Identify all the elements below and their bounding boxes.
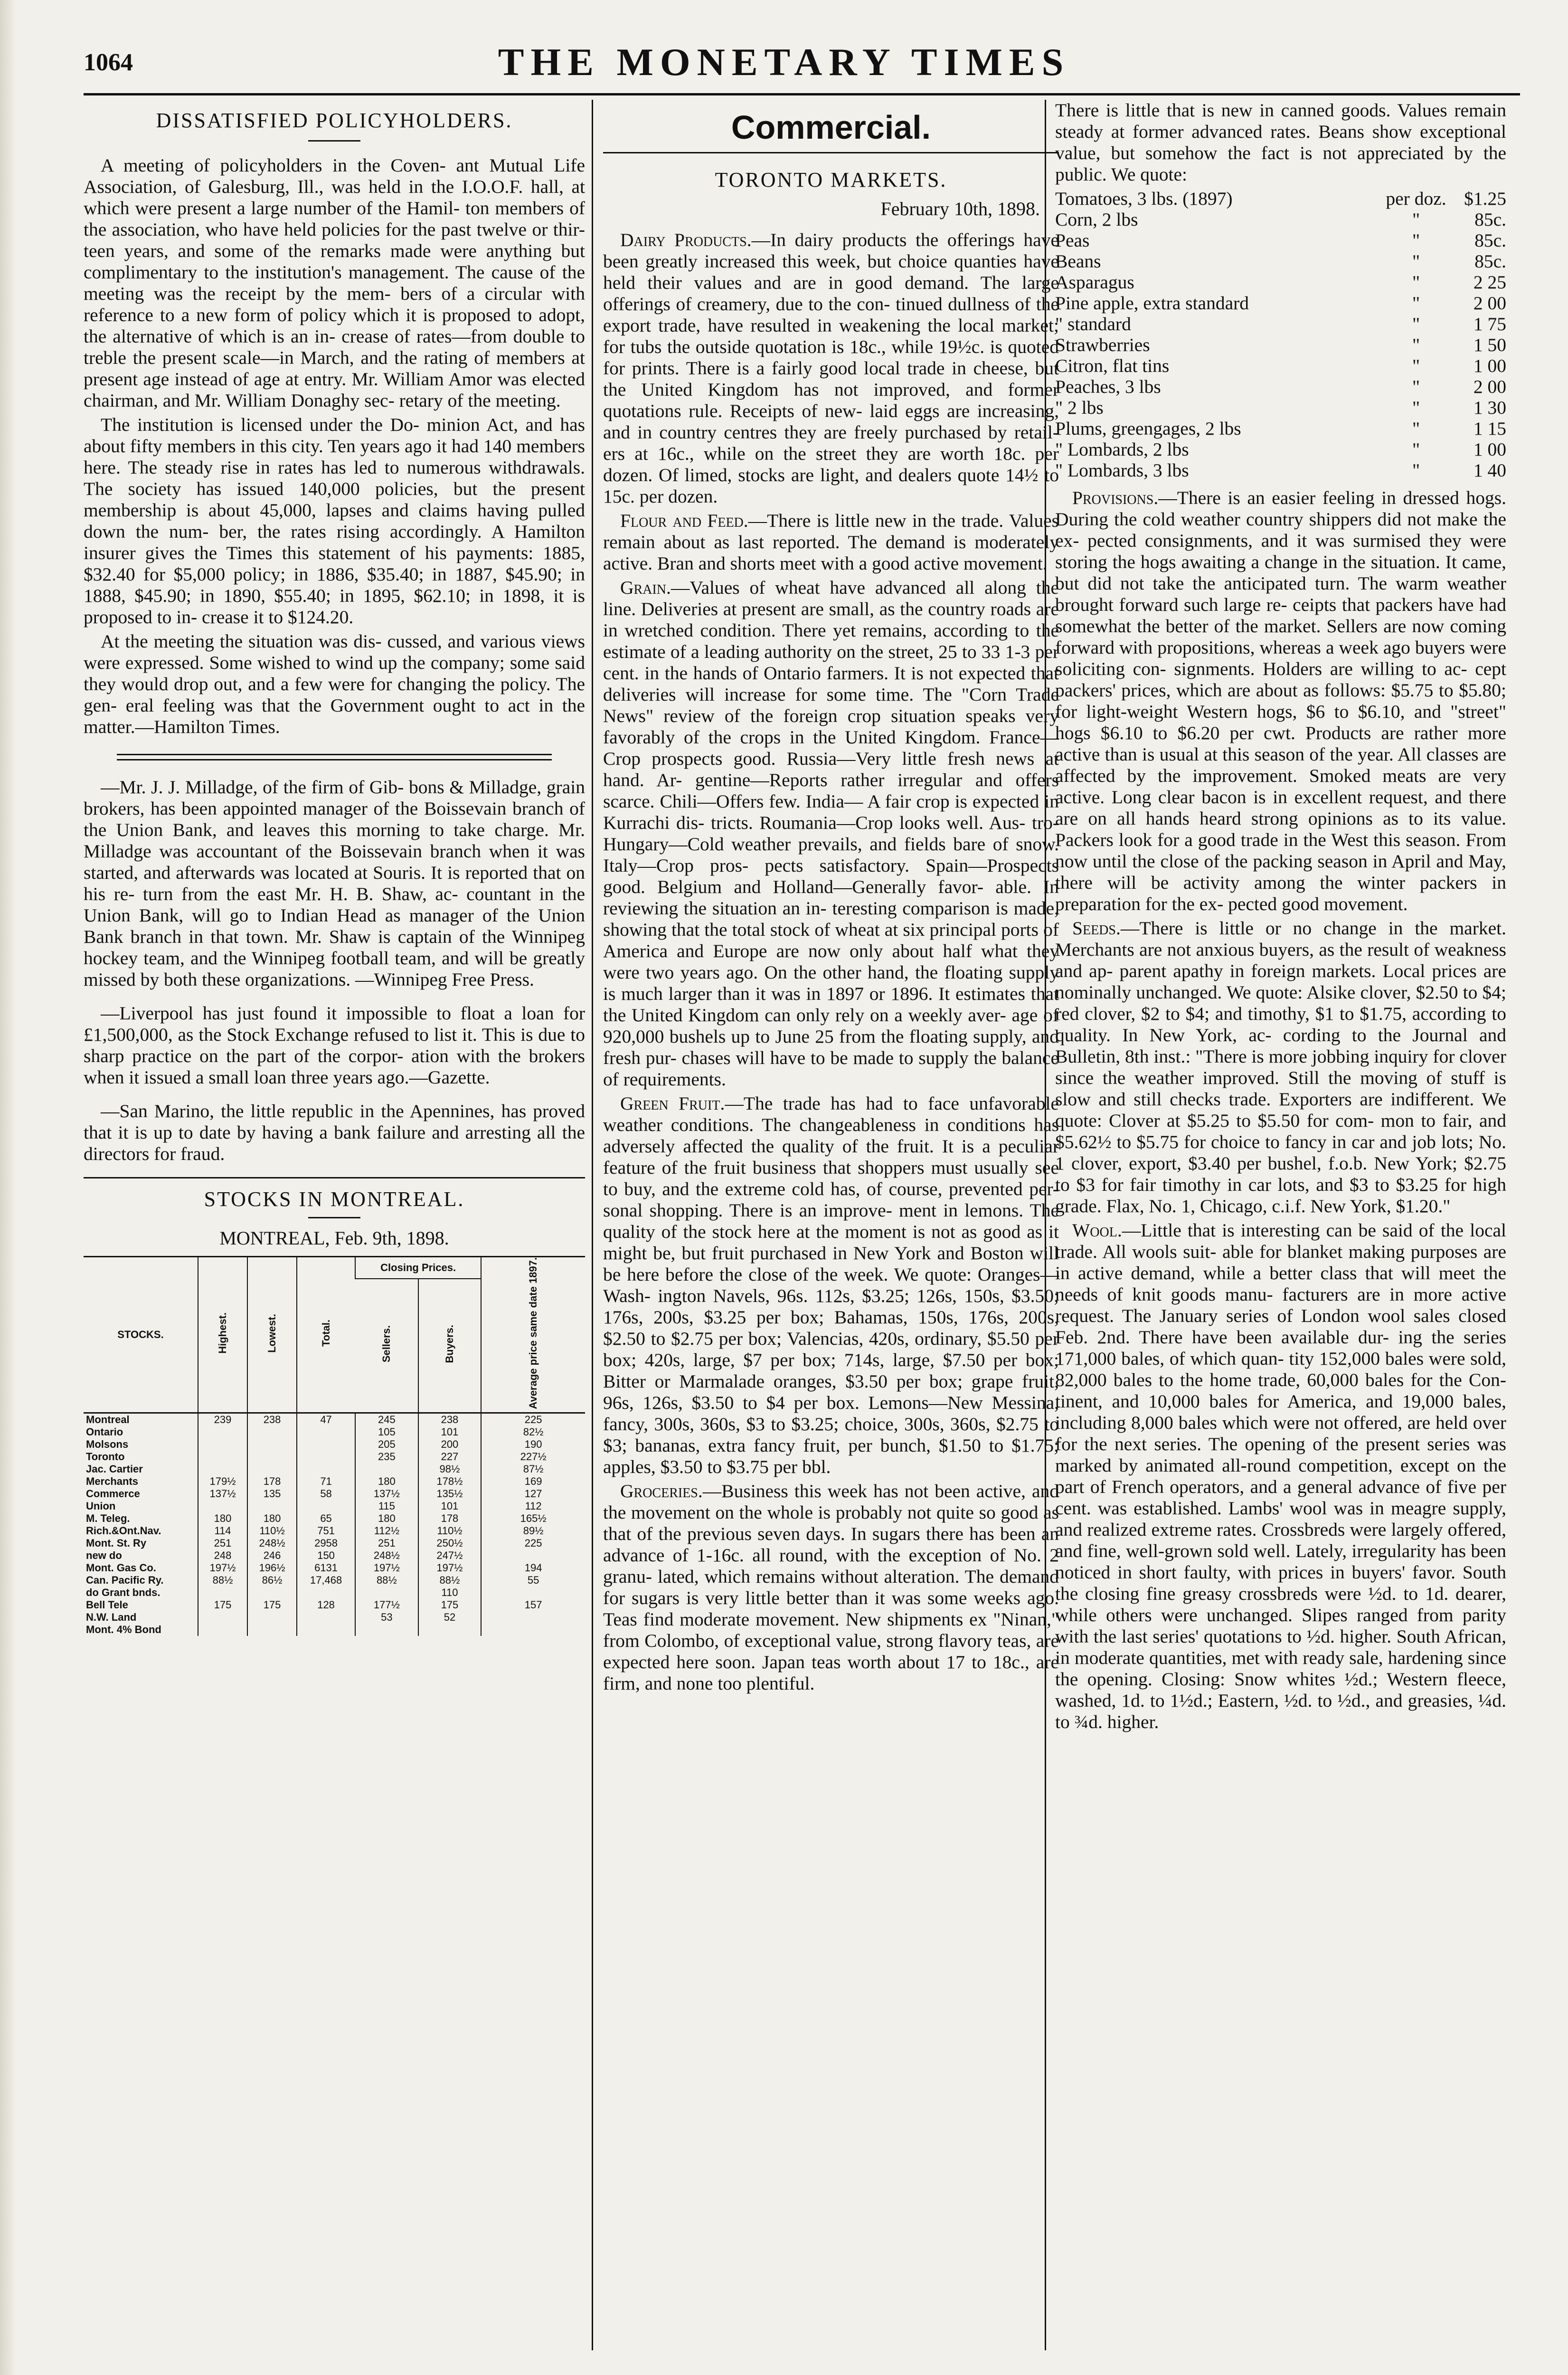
stock-value: 101 — [418, 1426, 482, 1438]
stock-value: 71 — [297, 1475, 355, 1488]
paragraph-text: —There is an easier feeling in dressed hogs. During the cold weather country shippers did not make the ex- pected consignments, and it was surmised they were storing the hogs awaiting a change in the situation. It came, but did not take the anticipated turn. The warm weather brought forward such large re- ceipts that packers have had somewhat the better of the market. Sellers are now coming forward with propositions, whereas a week ago buyers were soliciting con- signments. Holders are willing to ac- cept packers' prices, which are about as follows: $5.75 to $5.80; for light-weight Western hogs, $6 to $6.10, and "street" hogs $6.10 to $6.20 per cwt. Products are rather more active than is usual at this season of the year. All classes are affected by the improvement. Smoked meats are very active. Long clear bacon is in excellent request, and there are on all hands heard strong opinions as to its value. Packers look for a good trade in the West this season. From now until the close of the packing season in April and May, there will be activity among the winter packers in preparation for the ex- pected good movement. — [1055, 487, 1506, 914]
table-row — [84, 1537, 585, 1549]
stock-value: 197½ — [198, 1562, 247, 1574]
th-stocks: STOCKS. — [117, 1328, 164, 1340]
market-paragraph — [603, 229, 1059, 507]
table-row — [84, 1525, 585, 1537]
paragraph-lead: Wool. — [1072, 1220, 1122, 1241]
stock-value — [247, 1438, 297, 1451]
paragraph-lead: Green Fruit. — [620, 1093, 725, 1114]
stock-value: 178 — [418, 1512, 482, 1525]
stock-value: 98½ — [418, 1463, 482, 1475]
stock-value — [297, 1611, 355, 1624]
price-unit: " — [1412, 397, 1420, 418]
paragraph-lead: Provisions. — [1072, 487, 1159, 508]
article-dateline: February 10th, 1898. — [880, 198, 1040, 219]
stock-value: 82½ — [481, 1426, 585, 1438]
th-total: Total. — [297, 1257, 355, 1413]
stock-value: 235 — [355, 1451, 418, 1463]
stock-value: 112½ — [355, 1525, 418, 1537]
stock-value: 227½ — [481, 1451, 585, 1463]
stock-value — [481, 1624, 585, 1636]
stock-value: 245 — [355, 1413, 418, 1426]
price-unit: " — [1412, 418, 1420, 439]
stock-value: 101 — [418, 1500, 482, 1512]
stock-value: 135 — [247, 1488, 297, 1500]
price-row — [1055, 209, 1506, 230]
stock-name: Merchants — [86, 1475, 139, 1487]
th-buyers: Buyers. — [418, 1279, 482, 1413]
price-unit: " — [1412, 251, 1420, 272]
price-value: $1.25 — [1464, 188, 1506, 209]
stock-value — [198, 1586, 247, 1599]
stock-value: 65 — [297, 1512, 355, 1525]
stocks-title: STOCKS IN MONTREAL. — [204, 1188, 465, 1211]
price-unit: " — [1412, 355, 1420, 376]
stock-value: 178½ — [418, 1475, 482, 1488]
th-lowest: Lowest. — [247, 1257, 297, 1413]
paragraph-text: —The trade has had to face unfavorable weather conditions. The changeableness in conditions has adversely affected the quality of the fruit. It is a peculiar feature of the fruit business that shoppers must usually see to buy, and the extreme cold has, of course, prevented per- sonal shopping. There is an improve- ment in lemons. The quality of the stock here at the moment is not as good as it might be, but fruit purchased in New York and Boston will be here before the close of the week. We quote: Oranges—Wash- ington Navels, 96s. 112s, $3.25; 126s, 150s, $3.50; 176s, 200s, $3.25 per box; Bahamas, 150s, 176s, 200s, $2.50 to $2.75 per box; Valencias, 420s, ordinary, $5.50 per box; 420s, large, $7 per box; 714s, large, $7.50 per box; Bitter or Marmalade oranges, $3.50 per box; grape fruit, 96s, 126s, $3.50 to $4 per box. Lemons—New Messina, fancy, 300s, 360s, $3 to $3.25; choice, 300s, 360s, $2.75 to $3; bananas, extra fancy fruit, per bunch, $1.50 to $1.75; apples, $3.50 to $3.75 per bbl. — [603, 1093, 1059, 1477]
market-paragraph — [1055, 1220, 1506, 1733]
stock-value: 177½ — [355, 1599, 418, 1611]
price-value: 2 00 — [1473, 293, 1506, 314]
price-item: Peas — [1055, 230, 1090, 251]
article-body — [603, 229, 1059, 1694]
stock-value: 135½ — [418, 1488, 482, 1500]
stocks-table-body — [84, 1413, 585, 1636]
news-notes — [84, 777, 585, 1165]
binding-edge — [0, 0, 16, 2375]
stock-value: 175 — [247, 1599, 297, 1611]
price-item: " Lombards, 2 lbs — [1055, 439, 1189, 460]
stock-value — [297, 1500, 355, 1512]
stock-value — [247, 1611, 297, 1624]
market-paragraph — [603, 510, 1059, 574]
stock-value: 165½ — [481, 1512, 585, 1525]
price-row — [1055, 376, 1506, 397]
price-unit: " — [1412, 376, 1420, 397]
table-row — [84, 1451, 585, 1463]
table-row — [84, 1574, 585, 1586]
price-row — [1055, 314, 1506, 334]
th-sellers: Sellers. — [380, 1325, 392, 1363]
stock-value: 247½ — [418, 1549, 482, 1562]
th-highest: Highest. — [198, 1257, 247, 1413]
table-row — [84, 1438, 585, 1451]
stock-name: Jac. Cartier — [86, 1463, 143, 1475]
stocks-dateline: MONTREAL, Feb. 9th, 1898. — [219, 1227, 449, 1249]
market-paragraph — [603, 1093, 1059, 1478]
stock-value — [247, 1451, 297, 1463]
price-value: 2 00 — [1473, 376, 1506, 397]
stock-value — [418, 1624, 482, 1636]
stock-value: 175 — [418, 1599, 482, 1611]
price-row — [1055, 439, 1506, 460]
column-1 — [84, 100, 585, 2350]
stock-value: 248 — [198, 1549, 247, 1562]
stock-value: 180 — [198, 1512, 247, 1525]
stock-value — [198, 1426, 247, 1438]
stocks-table — [84, 1256, 585, 1636]
th-closing: Closing Prices. — [355, 1257, 481, 1279]
table-row — [84, 1413, 585, 1426]
stock-value — [247, 1426, 297, 1438]
article-paragraph: At the meeting the situation was dis- cussed, and various views were expressed. Some wished to wind up the company; some said they would drop out, and a few were for changing the policy. The gen- eral feeling was that the Government ought to act in the matter.—Hamilton Times. — [84, 631, 585, 737]
stock-value — [247, 1500, 297, 1512]
price-value: 85c. — [1474, 209, 1506, 230]
header-rule — [84, 93, 1520, 95]
column-3 — [1055, 100, 1506, 2350]
price-item: " standard — [1055, 314, 1131, 334]
stock-name: N.W. Land — [86, 1611, 137, 1623]
price-unit: " — [1412, 314, 1420, 334]
article-title: TORONTO MARKETS. — [715, 168, 947, 191]
market-paragraph — [603, 577, 1059, 1090]
stock-value — [198, 1624, 247, 1636]
stock-value: 110½ — [247, 1525, 297, 1537]
stock-value: 239 — [198, 1413, 247, 1426]
price-item: " 2 lbs — [1055, 397, 1104, 418]
price-value: 85c. — [1474, 251, 1506, 272]
stock-value: 175 — [198, 1599, 247, 1611]
table-row — [84, 1512, 585, 1525]
stock-value: 115 — [355, 1500, 418, 1512]
stock-value — [297, 1426, 355, 1438]
title-rule — [308, 1217, 360, 1218]
stock-value — [247, 1463, 297, 1475]
price-row — [1055, 230, 1506, 251]
paragraph-text: —Little that is interesting can be said of the local trade. All wools suit- able for blanket making purposes are in active demand, while a better class that will meet the needs of knit goods manu- facturers are in more active request. The January series of London wool sales closed Feb. 2nd. There have been available dur- ing the series 171,000 bales, of which quan- tity 152,000 bales were sold, 82,000 bales to the home trade, 60,000 bales for the Con- tinent, and 10,000 bales for America, and 19,000 bales, including 8,000 bales which were not offered, are held over for the next series. The opening of the present series was marked by animated all-round competition, except on the part of French operators, and a general advance of five per cent. was established. Lambs' wool was in meagre supply, and realized extreme rates. Crossbreds were largely offered, and fine, well-grown sold well. Lately, irregularity has been noticed in short faulty, with prices in buyers' favor. South the closing fine greasy crossbreds were ½d. to 1d. dearer, while others were unchanged. Slipes ranged from parity with the last series' quotations to ½d. higher. South African, in moderate quantities, met with ready sale, hardening since the opening. Closing: Snow whites ½d.; Western fleece, washed, 1d. to 1½d.; Eastern, ½d. to ½d., and greasies, ¼d. to ¾d. higher. — [1055, 1220, 1506, 1732]
stock-name: new do — [86, 1549, 122, 1561]
stock-value — [297, 1451, 355, 1463]
price-row — [1055, 251, 1506, 272]
article-title: DISSATISFIED POLICYHOLDERS. — [156, 109, 513, 132]
stock-value: 88½ — [198, 1574, 247, 1586]
table-row — [84, 1586, 585, 1599]
paragraph-lead: Groceries. — [620, 1481, 703, 1501]
canned-goods-price-list — [1055, 188, 1506, 481]
paragraph-text: —In dairy products the offerings have been greatly increased this week, but choice quanties have held their values and are in good demand. The large offerings of creamery, due to the con- tinued dullness of the export trade, have resulted in weakening the local market; for tubs the outside quotation is 18c., while 19½c. is quoted for prints. There is a fairly good local trade in cheese, but the United Kingdom has not improved, and former quotations rule. Receipts of new- laid eggs are increasing, and in country centres they are freely purchased by retail- ers at 16c., while on the street they are worth 18c. per dozen. Of limed, stocks are light, and dealers quote 14½ to 15c. per dozen. — [603, 229, 1059, 507]
stock-value: 150 — [297, 1549, 355, 1562]
stock-name: Bell Tele — [86, 1598, 128, 1611]
price-unit: " — [1412, 272, 1420, 293]
stock-value — [297, 1438, 355, 1451]
news-note: —San Marino, the little republic in the Apennines, has proved that it is up to date by having a bank failure and arresting all the directors for fraud. — [84, 1101, 585, 1164]
stock-value: 179½ — [198, 1475, 247, 1488]
stock-value: 55 — [481, 1574, 585, 1586]
paragraph-text: —Values of wheat have advanced all along the line. Deliveries at present are small, as the country roads are in wretched condition. There yet remains, according to the estimate of a leading authority on the street, 25 to 33 1-3 per cent. in the hands of Ontario farmers. It is not expected that deliveries will increase for some time. The "Corn Trade News" review of the foreign crop situation speaks very favorably of the crops in the United Kingdom. France—Crop prospects good. Russia—Very little fresh news at hand. Ar- gentine—Reports rather irregular and offers scarce. Chili—Offers few. India— A fair crop is expected in Kurrachi dis- tricts. Roumania—Crop looks well. Aus- tro-Hungary—Cold weather prevails, and fields bare of snow. Italy—Crop pros- pects satisfactory. Spain—Prospects good. Belgium and Holland—Generally favor- able. In reviewing the situation an in- teresting comparison is made, showing that the total stock of wheat at six principal ports of America and Europe are now only about half what they were two years ago. On the other hand, the floating supply is much larger than it was in 1897 or 1896. It estimates that the United Kingdom can only rely on a weekly aver- age of 920,000 bushels up to June 25 from the floating supply, and fresh pur- chases will have to be made to supply the balance of requirements. — [603, 577, 1059, 1090]
stock-value: 197½ — [418, 1562, 482, 1574]
market-paragraph — [1055, 918, 1506, 1217]
section-rule — [84, 1177, 585, 1178]
stock-value: 238 — [418, 1413, 482, 1426]
stock-value: 47 — [297, 1413, 355, 1426]
price-item: Corn, 2 lbs — [1055, 209, 1138, 230]
stock-value — [247, 1586, 297, 1599]
stock-value: 157 — [481, 1599, 585, 1611]
stock-value: 87½ — [481, 1463, 585, 1475]
price-unit: per doz. — [1386, 188, 1446, 209]
stock-value: 180 — [355, 1475, 418, 1488]
price-value: 1 00 — [1473, 439, 1506, 460]
stock-value: 248½ — [247, 1537, 297, 1549]
stock-value — [355, 1624, 418, 1636]
paragraph-lead: Grain. — [620, 577, 671, 598]
stock-value — [198, 1463, 247, 1475]
stock-value: 250½ — [418, 1537, 482, 1549]
stock-value — [481, 1549, 585, 1562]
news-note: —Liverpool has just found it impossible to float a loan for £1,500,000, as the Stock Exchange refused to list it. This is due to sharp practice on the part of the corpor- ation with the brokers when it issued a small loan three years ago.—Gazette. — [84, 1003, 585, 1088]
article-paragraph: A meeting of policyholders in the Coven- ant Mutual Life Association, of Galesburg, Ill., was held in the I.O.O.F. hall, at which were present a large number of the Hamil- ton members of the association, who have held policies for the past twelve or thir- teen years, and some of the remarks made were anything but complimentary to the institution's management. The cause of the meeting was the receipt by the mem- bers of a circular with reference to a new form of policy which it is proposed to adopt, the alternative of which is an in- crease of rates—from double to treble the present scale—in March, and the rating of members at present age instead of age at entry. Mr. William Amor was elected chairman, and Mr. William Donaghy sec- retary of the meeting. — [84, 155, 585, 411]
stock-value: 53 — [355, 1611, 418, 1624]
stock-value — [247, 1624, 297, 1636]
table-row — [84, 1475, 585, 1488]
price-item: Tomatoes, 3 lbs. (1897) — [1055, 188, 1233, 209]
section-double-rule — [117, 754, 552, 760]
price-value: 1 15 — [1473, 418, 1506, 439]
price-value: 1 75 — [1473, 314, 1506, 334]
stock-value: 200 — [418, 1438, 482, 1451]
stock-value: 128 — [297, 1599, 355, 1611]
table-row — [84, 1426, 585, 1438]
price-value: 1 40 — [1473, 460, 1506, 481]
price-item: Citron, flat tins — [1055, 355, 1170, 376]
stock-value: 194 — [481, 1562, 585, 1574]
article-paragraph: The institution is licensed under the Do- minion Act, and has about fifty members in this city. Ten years ago it had 140 members here. The steady rise in rates has led to numerous withdrawals. The society has issued 140,000 policies, but the present membership is about 45,000, lapses and claims having pulled down the num- ber, the rates rising accordingly. A Hamilton insurer gives the Times this statement of his payments: 1885, $32.40 for $5,000 policy; in 1886, $35.40; in 1887, $45.90; in 1888, $45.90; in 1890, $55.40; in 1895, $62.10; in 1898, it is proposed to in- crease it to $124.20. — [84, 414, 585, 627]
th-average: Average price same date 1897. — [481, 1257, 585, 1413]
paragraph-lead: Flour and Feed. — [620, 510, 748, 531]
stock-value — [198, 1611, 247, 1624]
price-value: 85c. — [1474, 230, 1506, 251]
stock-value — [355, 1586, 418, 1599]
stock-value — [481, 1586, 585, 1599]
table-row — [84, 1500, 585, 1512]
stock-value: 137½ — [355, 1488, 418, 1500]
stock-value: 246 — [247, 1549, 297, 1562]
stock-value — [297, 1463, 355, 1475]
stock-name: Ontario — [86, 1425, 123, 1438]
stock-value — [198, 1438, 247, 1451]
price-value: 1 30 — [1473, 397, 1506, 418]
price-unit: " — [1412, 230, 1420, 251]
stock-value: 6131 — [297, 1562, 355, 1574]
section-rule — [603, 152, 1059, 153]
stock-value: 169 — [481, 1475, 585, 1488]
stock-name: Union — [86, 1500, 116, 1512]
price-unit: " — [1412, 293, 1420, 314]
stock-value: 17,468 — [297, 1574, 355, 1586]
stock-value — [198, 1451, 247, 1463]
table-row — [84, 1599, 585, 1611]
stock-value: 197½ — [355, 1562, 418, 1574]
stock-value: 110 — [418, 1586, 482, 1599]
column-divider — [592, 100, 593, 2350]
price-item: Pine apple, extra standard — [1055, 293, 1249, 314]
paragraph-lead: Dairy Products. — [620, 229, 752, 250]
stock-name: Mont. St. Ry — [86, 1537, 147, 1549]
price-item: Beans — [1055, 251, 1101, 272]
price-value: 1 00 — [1473, 355, 1506, 376]
stock-value: 180 — [247, 1512, 297, 1525]
stock-value: 127 — [481, 1488, 585, 1500]
stock-value: 114 — [198, 1525, 247, 1537]
price-item: Asparagus — [1055, 272, 1134, 293]
market-paragraph — [603, 1481, 1059, 1694]
stock-value: 88½ — [355, 1574, 418, 1586]
price-unit: " — [1412, 209, 1420, 230]
stock-value: 52 — [418, 1611, 482, 1624]
stock-value: 86½ — [247, 1574, 297, 1586]
stock-value: 248½ — [355, 1549, 418, 1562]
stock-value: 112 — [481, 1500, 585, 1512]
paragraph-text: —There is little or no change in the market. Merchants are not anxious buyers, as the result of weakness and ap- parent apathy in foreign markets. Local prices are nominally unchanged. We quote: Alsike clover, $2.50 to $4; red clover, $2 to $4; and timothy, $1 to $1.75, according to quality. In New York, ac- cording to the Journal and Bulletin, 8th inst.: "There is more jobbing inquiry for clover since the weather improved. Still the moving of stuff is slow and still checks trade. Exporters are indifferent. We quote: Clover at $5.25 to $5.50 for com- mon to fair, and $5.62½ to $5.75 for choice to fancy in car and job lots; No. 1 clover, export, $3.40 per bushel, f.o.b. New York; $2.75 to $3 for fair timothy in car lots, and $3 to $3.25 for high grade. Flax, No. 1, Chicago, c.i.f. New York, $1.20." — [1055, 918, 1506, 1216]
paragraph-text: —Business this week has not been active, and the movement on the whole is probably not quite so good as that of the previous seven days. In sugars there has been an advance of 1-16c. all round, with the exception of No. 2 granu- lated, which remains without alteration. The demand for sugars is very little better than it was some weeks ago. Teas find moderate movement. New shipments ex "Ninan," from Colombo, of exceptional value, strong flavory teas, are expected here soon. Japan teas worth about 17 to 18c., are firm, and none too plentiful. — [603, 1481, 1059, 1694]
stock-name: Toronto — [86, 1450, 125, 1463]
price-row — [1055, 293, 1506, 314]
stock-value: 110½ — [418, 1525, 482, 1537]
table-row — [84, 1562, 585, 1574]
price-unit: " — [1412, 460, 1420, 481]
stock-name: Molsons — [86, 1438, 129, 1450]
price-item: Peaches, 3 lbs — [1055, 376, 1161, 397]
price-unit: " — [1412, 334, 1420, 355]
column-2 — [599, 100, 1063, 2350]
stock-value — [481, 1611, 585, 1624]
stock-value: 227 — [418, 1451, 482, 1463]
stock-value — [297, 1624, 355, 1636]
price-row — [1055, 188, 1506, 209]
stock-name: Mont. 4% Bond — [86, 1623, 161, 1635]
stock-value: 196½ — [247, 1562, 297, 1574]
stock-value: 190 — [481, 1438, 585, 1451]
article-body — [84, 155, 585, 738]
stock-value: 105 — [355, 1426, 418, 1438]
stock-name: do Grant bnds. — [86, 1586, 161, 1598]
stock-value — [355, 1463, 418, 1475]
stock-value: 178 — [247, 1475, 297, 1488]
page-number: 1064 — [84, 49, 133, 76]
stock-value: 238 — [247, 1413, 297, 1426]
news-note: —Mr. J. J. Milladge, of the firm of Gib- bons & Milladge, grain brokers, has been appointed manager of the Boissevain branch of the Union Bank, and leaves this morning to take charge. Mr. Milladge was accountant of the Boissevain branch when it was started, and afterwards was located at Souris. It is reported that on his re- turn from the east Mr. H. B. Shaw, ac- countant in the Union Bank, will go to Indian Head as manager of the Union Bank branch in that town. Mr. Shaw is captain of the Winnipeg hockey team, and the Winnipeg football team, and will be greatly missed by both these organizations. —Winnipeg Free Press. — [84, 777, 585, 990]
masthead: THE MONETARY TIMES — [498, 40, 1070, 84]
price-item: " Lombards, 3 lbs — [1055, 460, 1189, 481]
price-row — [1055, 334, 1506, 355]
table-row — [84, 1488, 585, 1500]
stock-value: 89½ — [481, 1525, 585, 1537]
stock-value: 225 — [481, 1537, 585, 1549]
stock-name: Montreal — [86, 1413, 130, 1425]
stock-name: Can. Pacific Ry. — [86, 1574, 164, 1586]
section-title: Commercial. — [731, 109, 931, 146]
table-row — [84, 1624, 585, 1636]
title-rule — [308, 140, 360, 142]
price-row — [1055, 355, 1506, 376]
stock-name: M. Teleg. — [86, 1512, 130, 1524]
article-body — [1055, 487, 1506, 1733]
table-row — [84, 1463, 585, 1475]
stock-value: 205 — [355, 1438, 418, 1451]
canned-goods-intro: There is little that is new in canned goods. Values remain steady at former advanced rates. Beans show exceptional value, but somehow the fact is not appreciated by the public. We quote: — [1055, 100, 1506, 185]
stock-value: 751 — [297, 1525, 355, 1537]
stock-value: 58 — [297, 1488, 355, 1500]
table-row — [84, 1611, 585, 1624]
price-value: 1 50 — [1473, 334, 1506, 355]
stock-value: 251 — [198, 1537, 247, 1549]
paragraph-text: —There is little new in the trade. Values remain about as last reported. The demand is moderately active. Bran and shorts meet with a good active movement. — [603, 510, 1059, 574]
stock-value: 2958 — [297, 1537, 355, 1549]
price-row — [1055, 272, 1506, 293]
stock-value: 251 — [355, 1537, 418, 1549]
paragraph-lead: Seeds. — [1072, 918, 1121, 939]
price-item: Strawberries — [1055, 334, 1150, 355]
stock-value — [297, 1586, 355, 1599]
stock-value: 225 — [481, 1413, 585, 1426]
price-row — [1055, 397, 1506, 418]
stock-value: 180 — [355, 1512, 418, 1525]
table-row — [84, 1549, 585, 1562]
price-value: 2 25 — [1473, 272, 1506, 293]
price-row — [1055, 418, 1506, 439]
price-unit: " — [1412, 439, 1420, 460]
stock-name: Commerce — [86, 1487, 140, 1500]
stock-name: Rich.&Ont.Nav. — [86, 1524, 161, 1537]
stock-value: 88½ — [418, 1574, 482, 1586]
stock-name: Mont. Gas Co. — [86, 1561, 156, 1574]
stock-value: 137½ — [198, 1488, 247, 1500]
stock-value — [198, 1500, 247, 1512]
price-item: Plums, greengages, 2 lbs — [1055, 418, 1241, 439]
price-row — [1055, 460, 1506, 481]
market-paragraph — [1055, 487, 1506, 915]
